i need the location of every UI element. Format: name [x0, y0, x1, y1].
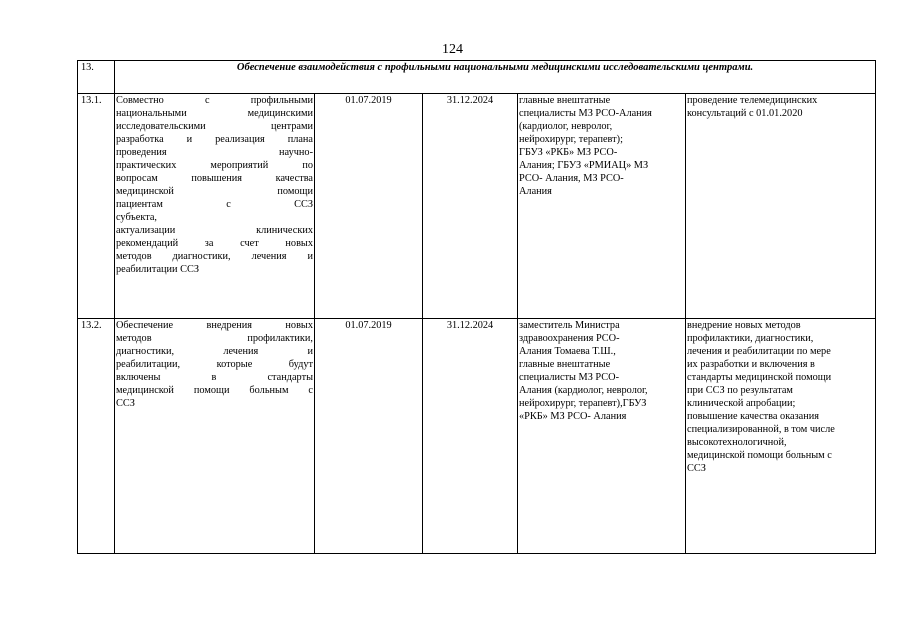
section-row — [78, 61, 876, 94]
cell-line: Алания — [519, 186, 552, 197]
cell-line: субъекта, — [116, 212, 157, 223]
cell-line: вопросам повышения качества — [116, 173, 313, 184]
cell-line: Совместно с профильными — [116, 95, 313, 106]
section-number: 13. — [78, 61, 115, 94]
cell-line: консультаций с 01.01.2020 — [687, 108, 803, 119]
page-number: 124 — [442, 42, 463, 57]
plan-table — [77, 60, 876, 554]
cell-line: практических мероприятий по — [116, 160, 313, 171]
row-number: 13.2. — [78, 319, 115, 554]
cell-line: внедрение новых методов — [687, 320, 801, 331]
cell-line: Алания; ГБУЗ «РМИАЦ» МЗ — [519, 160, 649, 171]
expected-result — [686, 319, 876, 554]
cell-line: включены в стандарты — [116, 372, 313, 383]
expected-result — [686, 94, 876, 319]
cell-line: реабилитации ССЗ — [116, 264, 200, 275]
cell-line: профилактики, диагностики, — [687, 333, 814, 344]
start-date: 01.07.2019 — [315, 319, 423, 554]
cell-line: нейрохирург, терапевт); — [519, 134, 623, 145]
cell-line: высокотехнологичной, — [687, 437, 787, 448]
cell-line: специалисты МЗ РСО- — [519, 372, 620, 383]
cell-line: медицинской помощи — [116, 186, 313, 197]
row-number: 13.1. — [78, 94, 115, 319]
cell-line: повышение качества оказания — [687, 411, 820, 422]
measure-description — [115, 94, 315, 319]
responsible-executors — [518, 94, 686, 319]
cell-line: проведения научно- — [116, 147, 313, 158]
cell-line: методов профилактики, — [116, 333, 313, 344]
cell-line: лечения и реабилитации по мере — [687, 346, 831, 357]
cell-line: актуализации клинических — [116, 225, 313, 236]
measure-description — [115, 319, 315, 554]
cell-line: ССЗ — [687, 463, 706, 474]
cell-line: Обеспечение внедрения новых — [116, 320, 313, 331]
cell-line: ССЗ — [116, 398, 135, 409]
cell-line: разработка и реализация плана — [116, 134, 313, 145]
cell-line: РСО- Алания, МЗ РСО- — [519, 173, 624, 184]
cell-line: национальными медицинскими — [116, 108, 313, 119]
cell-line: главные внештатные — [519, 359, 611, 370]
start-date: 01.07.2019 — [315, 94, 423, 319]
cell-line: специализированной, в том числе — [687, 424, 835, 435]
cell-line: «РКБ» МЗ РСО- Алания — [519, 411, 627, 422]
end-date: 31.12.2024 — [423, 319, 518, 554]
cell-line: здравоохранения РСО- — [519, 333, 620, 344]
cell-line: рекомендаций за счет новых — [116, 238, 313, 249]
cell-line: методов диагностики, лечения и — [116, 251, 313, 262]
table-row — [78, 94, 876, 319]
cell-line: Алания (кардиолог, невролог, — [519, 385, 648, 396]
cell-line: (кардиолог, невролог, — [519, 121, 613, 132]
table-row — [78, 319, 876, 554]
cell-line: диагностики, лечения и — [116, 346, 313, 357]
cell-line: стандарты медицинской помощи — [687, 372, 832, 383]
cell-line: заместитель Министра — [519, 320, 620, 331]
cell-line: клинической апробации; — [687, 398, 796, 409]
cell-line: главные внештатные — [519, 95, 611, 106]
cell-line: нейрохирург, терапевт),ГБУЗ — [519, 398, 647, 409]
cell-line: медицинской помощи больным с — [116, 385, 313, 396]
cell-line: специалисты МЗ РСО-Алания — [519, 108, 652, 119]
cell-line: при ССЗ по результатам — [687, 385, 793, 396]
cell-line: проведение телемедицинских — [687, 95, 818, 106]
responsible-executors — [518, 319, 686, 554]
cell-line: Алания Томаева Т.Ш., — [519, 346, 616, 357]
cell-line: их разработки и включения в — [687, 359, 815, 370]
cell-line: исследовательскими центрами — [116, 121, 313, 132]
end-date: 31.12.2024 — [423, 94, 518, 319]
cell-line: медицинской помощи больным с — [687, 450, 832, 461]
cell-line: ГБУЗ «РКБ» МЗ РСО- — [519, 147, 618, 158]
section-title: Обеспечение взаимодействия с профильными национальными медицинскими исследовательскими центрами. — [115, 61, 876, 94]
cell-line: пациентам с ССЗ — [116, 199, 313, 210]
cell-line: реабилитации, которые будут — [116, 359, 313, 370]
